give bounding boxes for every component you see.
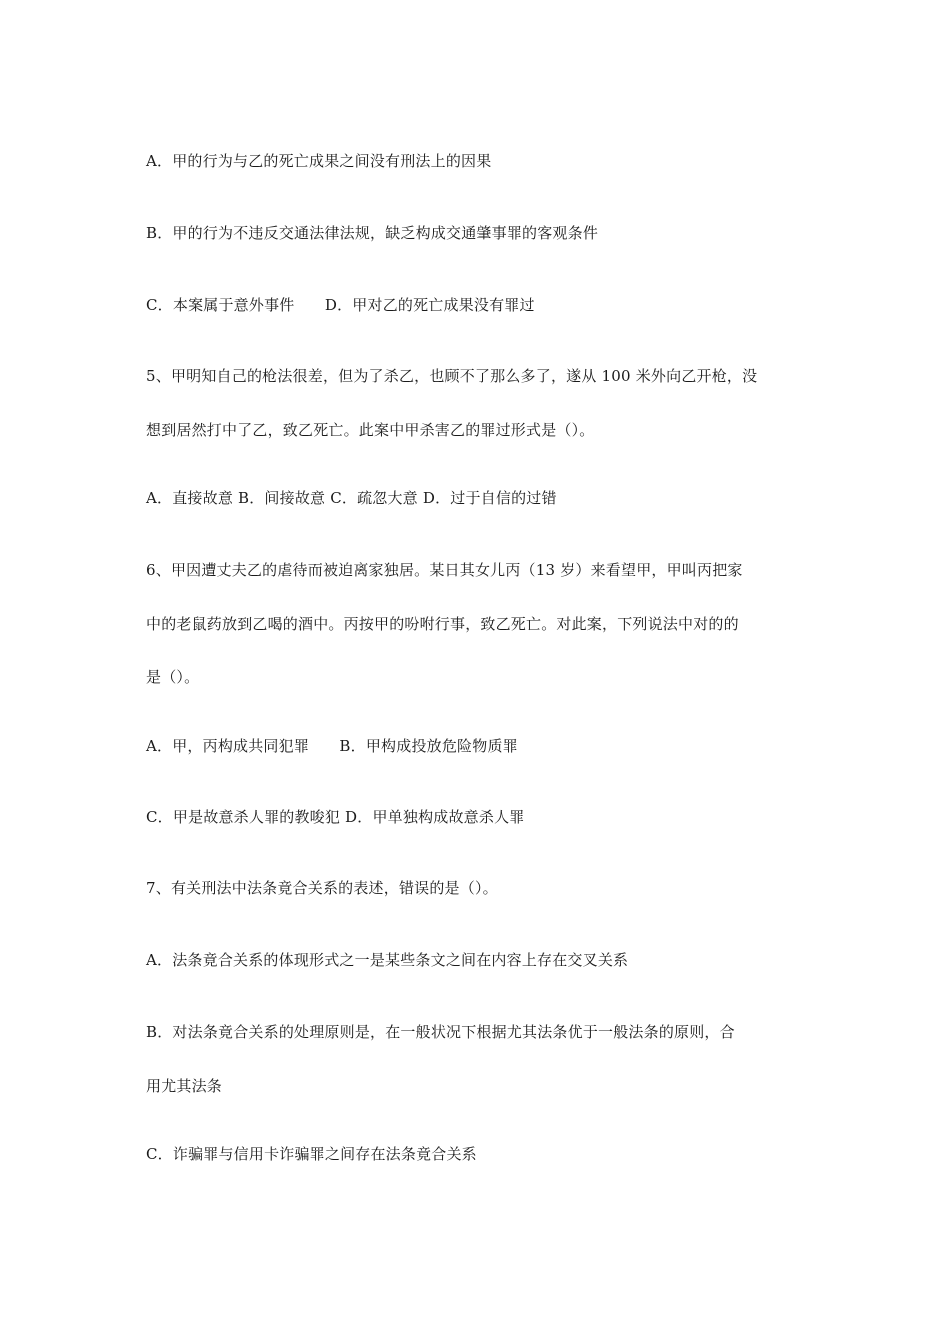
option-ab-q6: A．甲，丙构成共同犯罪 B．甲构成投放危险物质罪 (146, 737, 518, 755)
options-q5: A．直接故意 B．间接故意 C．疏忽大意 D．过于自信的过错 (146, 489, 557, 507)
option-b-q7-line-1: B．对法条竟合关系的处理原则是，在一般状况下根据尤其法条优于一般法条的原则，合 (146, 1023, 735, 1041)
option-a-q4: A．甲的行为与乙的死亡成果之间没有刑法上的因果 (146, 152, 492, 170)
option-cd-q6: C．甲是故意杀人罪的教唆犯 D．甲单独构成故意杀人罪 (146, 808, 525, 826)
question-5-line-1: 5、甲明知自己的枪法很差，但为了杀乙，也顾不了那么多了，遂从 100 米外向乙开枪，没 (146, 367, 758, 385)
question-6-line-2: 中的老鼠药放到乙喝的酒中。丙按甲的吩咐行事，致乙死亡。对此案，下列说法中对的的 (146, 615, 739, 633)
question-6-line-3: 是（）。 (146, 668, 200, 686)
question-7: 7、有关刑法中法条竟合关系的表述，错误的是（）。 (146, 879, 498, 897)
option-b-q7-line-2: 用尤其法条 (146, 1077, 223, 1095)
option-cd-q4: C．本案属于意外事件 D．甲对乙的死亡成果没有罪过 (146, 296, 535, 314)
question-6-line-1: 6、甲因遭丈夫乙的虐待而被迫离家独居。某日其女儿丙（13 岁）来看望甲，甲叫丙把家 (146, 561, 743, 579)
option-c-q7: C．诈骗罪与信用卡诈骗罪之间存在法条竟合关系 (146, 1145, 477, 1163)
option-b-q4: B．甲的行为不违反交通法律法规，缺乏构成交通肇事罪的客观条件 (146, 224, 599, 242)
question-5-line-2: 想到居然打中了乙，致乙死亡。此案中甲杀害乙的罪过形式是（）。 (146, 421, 595, 439)
option-a-q7: A．法条竟合关系的体现形式之一是某些条文之间在内容上存在交叉关系 (146, 951, 629, 969)
